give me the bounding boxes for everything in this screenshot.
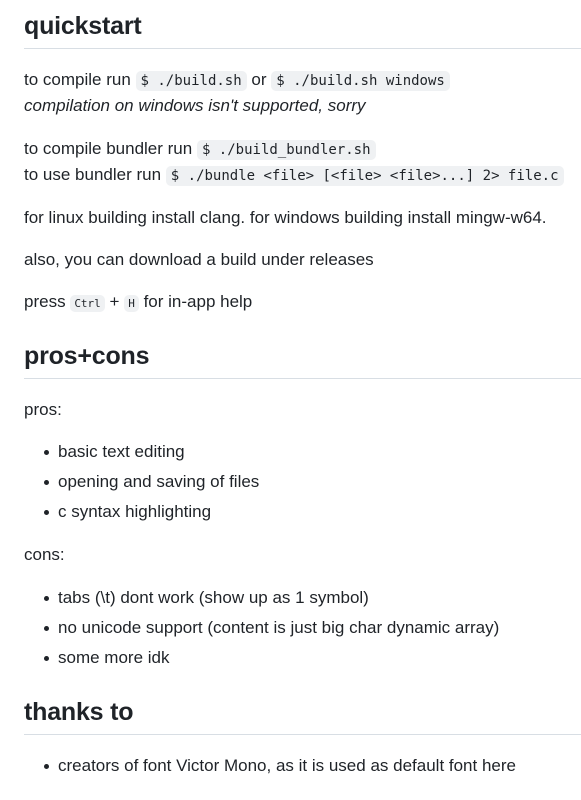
thanks-list [24, 754, 516, 784]
list-item: some more idk [24, 646, 499, 676]
h-key: H [124, 295, 139, 312]
plus-text: + [109, 292, 120, 311]
list-item: c syntax highlighting [24, 500, 259, 530]
heading-divider [24, 48, 581, 49]
compile-or: or [251, 70, 267, 89]
cons-label: cons: [24, 545, 65, 564]
pros-label: pros: [24, 400, 62, 419]
heading-quickstart: quickstart [24, 12, 142, 40]
help-suffix: for in-app help [143, 292, 253, 311]
compile-prefix: to compile run [24, 70, 131, 89]
heading-divider [24, 734, 581, 735]
build-command: $ ./build.sh [136, 71, 247, 91]
heading-divider [24, 378, 581, 379]
help-line [24, 290, 252, 316]
bundle-command: $ ./bundle <file> [<file> <file>...] 2> file.c [166, 166, 564, 186]
windows-note-line [24, 94, 366, 118]
list-item: creators of font Victor Mono, as it is used as default font here [24, 754, 516, 784]
use-bundler-prefix: to use bundler run [24, 165, 162, 184]
list-item: opening and saving of files [24, 470, 259, 500]
press-text: press [24, 292, 66, 311]
compile-line [24, 68, 450, 93]
cons-list [24, 586, 499, 676]
pros-list [24, 440, 259, 530]
bundler-prefix: to compile bundler run [24, 139, 193, 158]
windows-note: compilation on windows isn't supported, sorry [24, 96, 366, 115]
bundler-use-line [24, 163, 564, 188]
ctrl-key: Ctrl [70, 295, 105, 312]
heading-thanks: thanks to [24, 698, 134, 726]
list-item: tabs (\t) dont work (show up as 1 symbol) [24, 586, 499, 616]
heading-proscons: pros+cons [24, 342, 150, 370]
list-item: basic text editing [24, 440, 259, 470]
download-note: also, you can download a build under releases [24, 250, 374, 269]
list-item: no unicode support (content is just big char dynamic array) [24, 616, 499, 646]
bundler-compile-line [24, 137, 376, 162]
build-windows-command: $ ./build.sh windows [271, 71, 450, 91]
build-bundler-command: $ ./build_bundler.sh [197, 140, 376, 160]
linux-note: for linux building install clang. for windows building install mingw-w64. [24, 208, 547, 227]
